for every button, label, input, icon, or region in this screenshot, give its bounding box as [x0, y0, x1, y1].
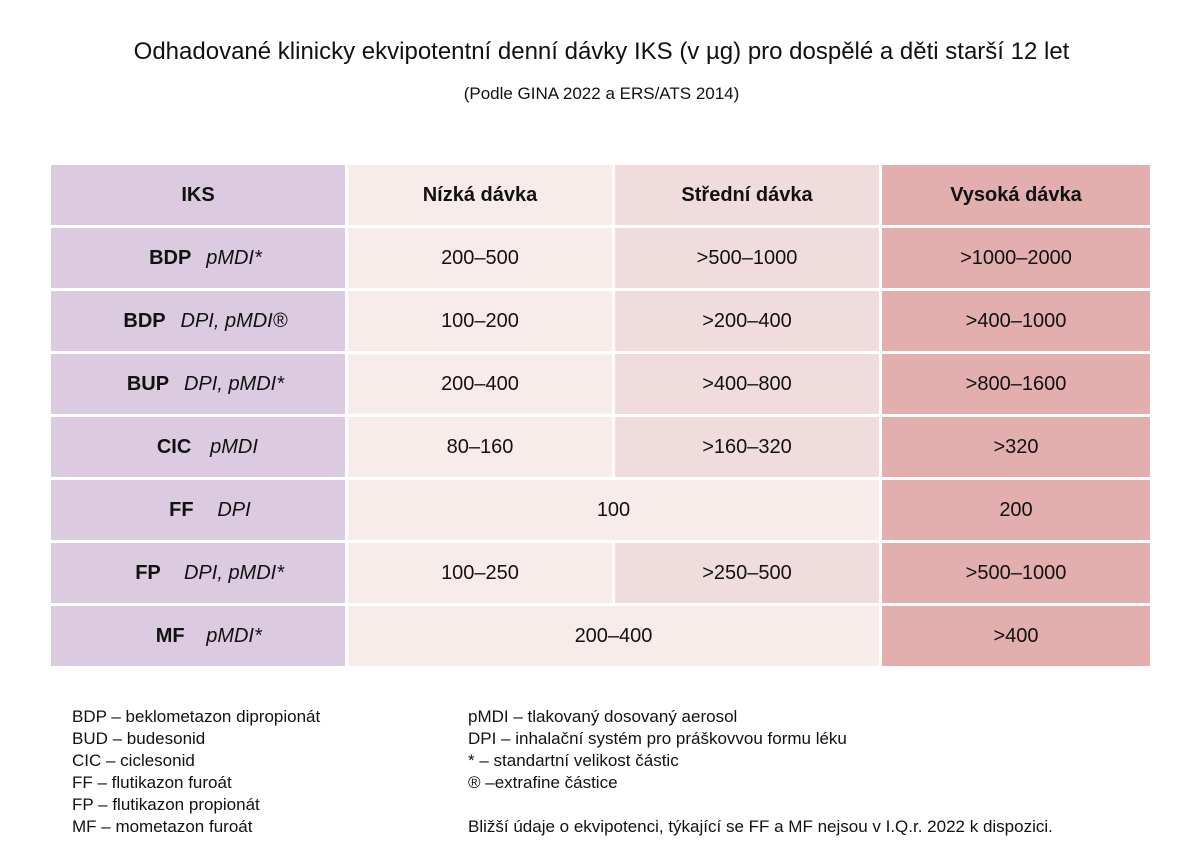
device-legend: [468, 706, 847, 794]
table-row: [50, 605, 1152, 668]
legend-item: FF – flutikazon furoát: [72, 773, 232, 792]
medium-dose-cell: >200–400: [614, 290, 881, 353]
legend-item: BUD – budesonid: [72, 729, 206, 748]
device-type: DPI, pMDI*: [183, 372, 285, 395]
table-row: [50, 542, 1152, 605]
drug-cell: [50, 542, 347, 605]
low-dose-cell: 100–200: [347, 290, 614, 353]
medium-dose-cell: >160–320: [614, 416, 881, 479]
table-row: [50, 290, 1152, 353]
drug-cell: [50, 290, 347, 353]
header-low-dose: Nízká dávka: [347, 164, 614, 227]
medium-dose-cell: >400–800: [614, 353, 881, 416]
abbreviation-legend: [72, 706, 320, 838]
header-iks: IKS: [50, 164, 347, 227]
high-dose-cell: >320: [881, 416, 1152, 479]
table-row: [50, 416, 1152, 479]
drug-abbr: CIC: [156, 435, 192, 458]
legend-item: MF – mometazon furoát: [72, 817, 253, 836]
high-dose-cell: >800–1600: [881, 353, 1152, 416]
device-type: DPI, pMDI*: [183, 561, 285, 584]
device-type: pMDI*: [206, 246, 262, 269]
drug-cell: [50, 479, 347, 542]
low-dose-cell: 200–500: [347, 227, 614, 290]
footnote: Bližší údaje o ekvipotenci, týkající se FF a MF nejsou v I.Q.r. 2022 k dispozici.: [468, 817, 1053, 836]
legend-item: * – standartní velikost částic: [468, 751, 679, 770]
drug-abbr: BDP: [123, 309, 166, 332]
drug-cell: [50, 227, 347, 290]
low-dose-cell: 200–400: [347, 353, 614, 416]
low-dose-cell: 100–250: [347, 542, 614, 605]
medium-dose-cell: >500–1000: [614, 227, 881, 290]
legend-item: CIC – ciclesonid: [72, 751, 195, 770]
table-header-row: [50, 164, 1152, 227]
legend-item: FP – flutikazon propionát: [72, 795, 260, 814]
device-type: pMDI*: [206, 624, 262, 647]
drug-cell: [50, 353, 347, 416]
drug-abbr: BUP: [126, 372, 170, 395]
low-medium-dose-cell: 100: [347, 479, 881, 542]
device-type: DPI, pMDI®: [180, 309, 288, 332]
legend-item: DPI – inhalační systém pro práškovvou formu léku: [468, 729, 847, 748]
drug-abbr: MF: [155, 624, 185, 647]
drug-cell: [50, 605, 347, 668]
high-dose-cell: >500–1000: [881, 542, 1152, 605]
legend-item: pMDI – tlakovaný dosovaný aerosol: [468, 707, 738, 726]
table-row: [50, 479, 1152, 542]
device-type: DPI: [217, 498, 251, 521]
table-row: [50, 227, 1152, 290]
legend-item: BDP – beklometazon dipropionát: [72, 707, 321, 726]
header-high-dose: Vysoká dávka: [881, 164, 1152, 227]
dose-table: [48, 162, 1153, 669]
drug-abbr: FF: [169, 498, 194, 521]
low-medium-dose-cell: 200–400: [347, 605, 881, 668]
high-dose-cell: 200: [881, 479, 1152, 542]
table-row: [50, 353, 1152, 416]
high-dose-cell: >1000–2000: [881, 227, 1152, 290]
drug-abbr: FP: [135, 561, 161, 584]
device-type: pMDI: [210, 435, 258, 458]
high-dose-cell: >400–1000: [881, 290, 1152, 353]
drug-abbr: BDP: [149, 246, 192, 269]
page-title: Odhadované klinicky ekvipotentní denní dávky IKS (v µg) pro dospělé a děti starší 12 let: [133, 38, 1070, 65]
medium-dose-cell: >250–500: [614, 542, 881, 605]
header-medium-dose: Střední dávka: [614, 164, 881, 227]
page-subtitle: (Podle GINA 2022 a ERS/ATS 2014): [463, 84, 740, 103]
high-dose-cell: >400: [881, 605, 1152, 668]
low-dose-cell: 80–160: [347, 416, 614, 479]
drug-cell: [50, 416, 347, 479]
legend-item: ® –extrafine částice: [468, 773, 618, 792]
